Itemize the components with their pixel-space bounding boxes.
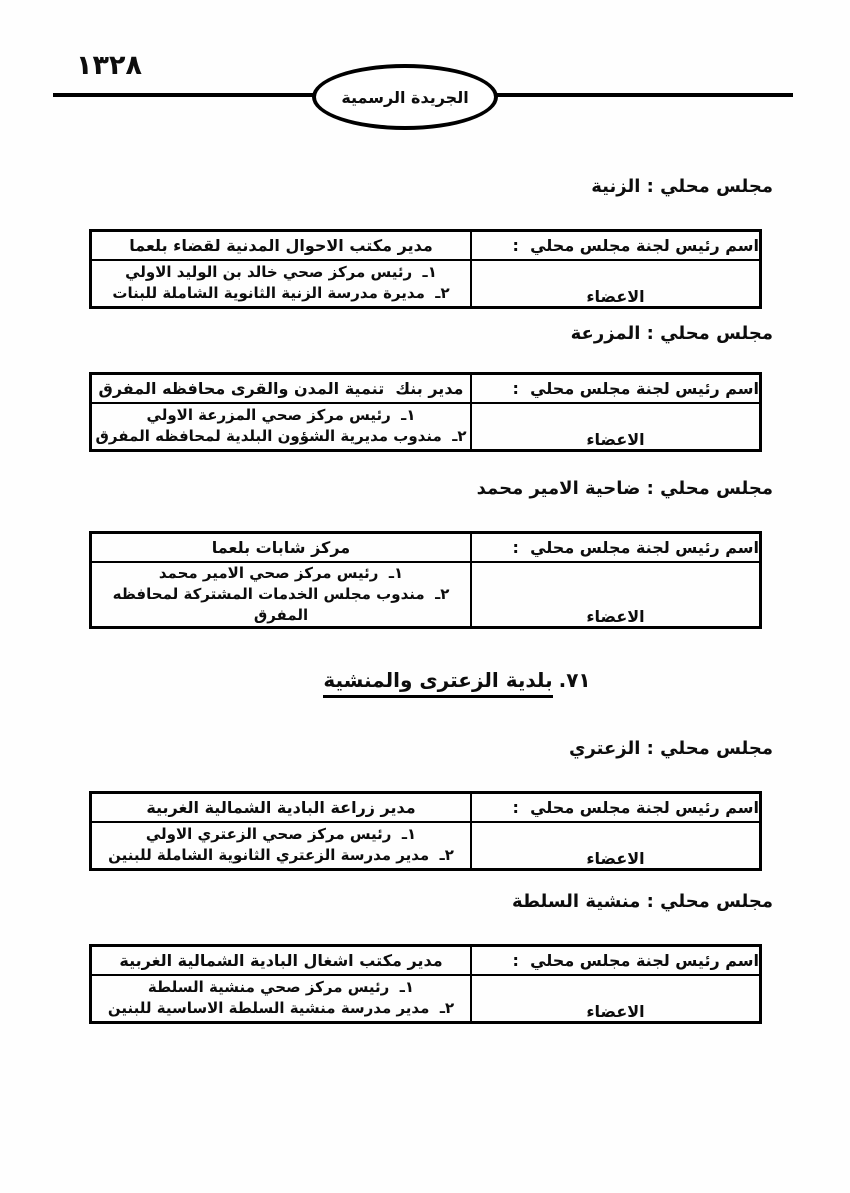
members-value-cell <box>91 975 472 1023</box>
table-row <box>91 260 761 308</box>
section-name: بلدية الزعترى والمنشية <box>323 668 552 698</box>
table-row <box>91 562 761 628</box>
members-value-cell <box>91 260 472 308</box>
member-line: ٢ـ مندوب مجلس الخدمات المشتركة لمحافظه المفرق <box>112 584 450 624</box>
member-line: ١ـ رئيس مركز صحي المزرعة الاولي <box>146 406 416 425</box>
members-value-cell <box>91 562 472 628</box>
chairman-label-cell: اسم رئيس لجنة مجلس محلي : <box>471 374 761 403</box>
table-row <box>91 403 761 451</box>
members-label-cell: الاعضاء <box>471 975 761 1023</box>
chairman-value-cell: مركز شابات بلعما <box>91 533 472 562</box>
members-value-cell <box>91 403 472 451</box>
council-table-dahiyat-alamir-muhammad <box>89 531 762 629</box>
member-line: ٢ـ مدير مدرسة منشية السلطة الاساسية للبنين <box>107 999 455 1018</box>
council-heading-mazraa: مجلس محلي : المزرعة <box>570 323 773 344</box>
council-table-zaniya <box>89 229 762 309</box>
table-row <box>91 946 761 975</box>
members-value-cell <box>91 822 472 870</box>
member-line: ٢ـ مندوب مديرية الشؤون البلدية لمحافظه المفرق <box>95 427 467 446</box>
chairman-value-cell: مدير بنك تنمية المدن والقرى محافظه المفرق <box>91 374 472 403</box>
chairman-value-cell: مدير مكتب الاحوال المدنية لقضاء بلعما <box>91 231 472 260</box>
chairman-label-cell: اسم رئيس لجنة مجلس محلي : <box>471 231 761 260</box>
gazette-seal-ellipse <box>312 64 498 130</box>
chairman-label-cell: اسم رئيس لجنة مجلس محلي : <box>471 533 761 562</box>
council-table-mazraa <box>89 372 762 452</box>
member-line: ٢ـ مدير مدرسة الزعتري الثانوية الشاملة للبنين <box>108 846 454 865</box>
members-label-cell: الاعضاء <box>471 562 761 628</box>
council-heading-dahiyat-alamir-muhammad: مجلس محلي : ضاحية الامير محمد <box>476 478 773 499</box>
table-row <box>91 793 761 822</box>
table-row <box>91 231 761 260</box>
chairman-label-cell: اسم رئيس لجنة مجلس محلي : <box>471 946 761 975</box>
council-heading-zaatari: مجلس محلي : الزعتري <box>568 738 773 759</box>
member-line: ١ـ رئيس مركز صحي الامير محمد <box>158 563 404 582</box>
member-line: ١ـ رئيس مركز صحي خالد بن الوليد الاولي <box>125 263 437 282</box>
members-label-cell: الاعضاء <box>471 403 761 451</box>
section-number: ٧١. <box>558 668 591 692</box>
municipality-section-title <box>0 668 850 692</box>
chairman-value-cell: مدير مكتب اشغال البادية الشمالية الغربية <box>91 946 472 975</box>
council-heading-manshiyat-alsulta: مجلس محلي : منشية السلطة <box>512 891 773 912</box>
council-table-zaatari <box>89 791 762 871</box>
member-line: ٢ـ مديرة مدرسة الزنية الثانوية الشاملة للبنات <box>112 284 450 303</box>
chairman-label-cell: اسم رئيس لجنة مجلس محلي : <box>471 793 761 822</box>
table-row <box>91 533 761 562</box>
gazette-title: الجريدة الرسمية <box>341 87 469 107</box>
table-row <box>91 374 761 403</box>
members-label-cell: الاعضاء <box>471 260 761 308</box>
member-line: ١ـ رئيس مركز صحي الزعتري الاولي <box>145 825 417 844</box>
council-heading-zaniya: مجلس محلي : الزنية <box>591 176 773 197</box>
member-line: ١ـ رئيس مركز صحي منشية السلطة <box>147 978 415 997</box>
council-table-manshiyat-alsulta <box>89 944 762 1024</box>
page-number: ١٣٢٨ <box>76 50 142 81</box>
members-label-cell: الاعضاء <box>471 822 761 870</box>
table-row <box>91 975 761 1023</box>
table-row <box>91 822 761 870</box>
chairman-value-cell: مدير زراعة البادية الشمالية الغربية <box>91 793 472 822</box>
